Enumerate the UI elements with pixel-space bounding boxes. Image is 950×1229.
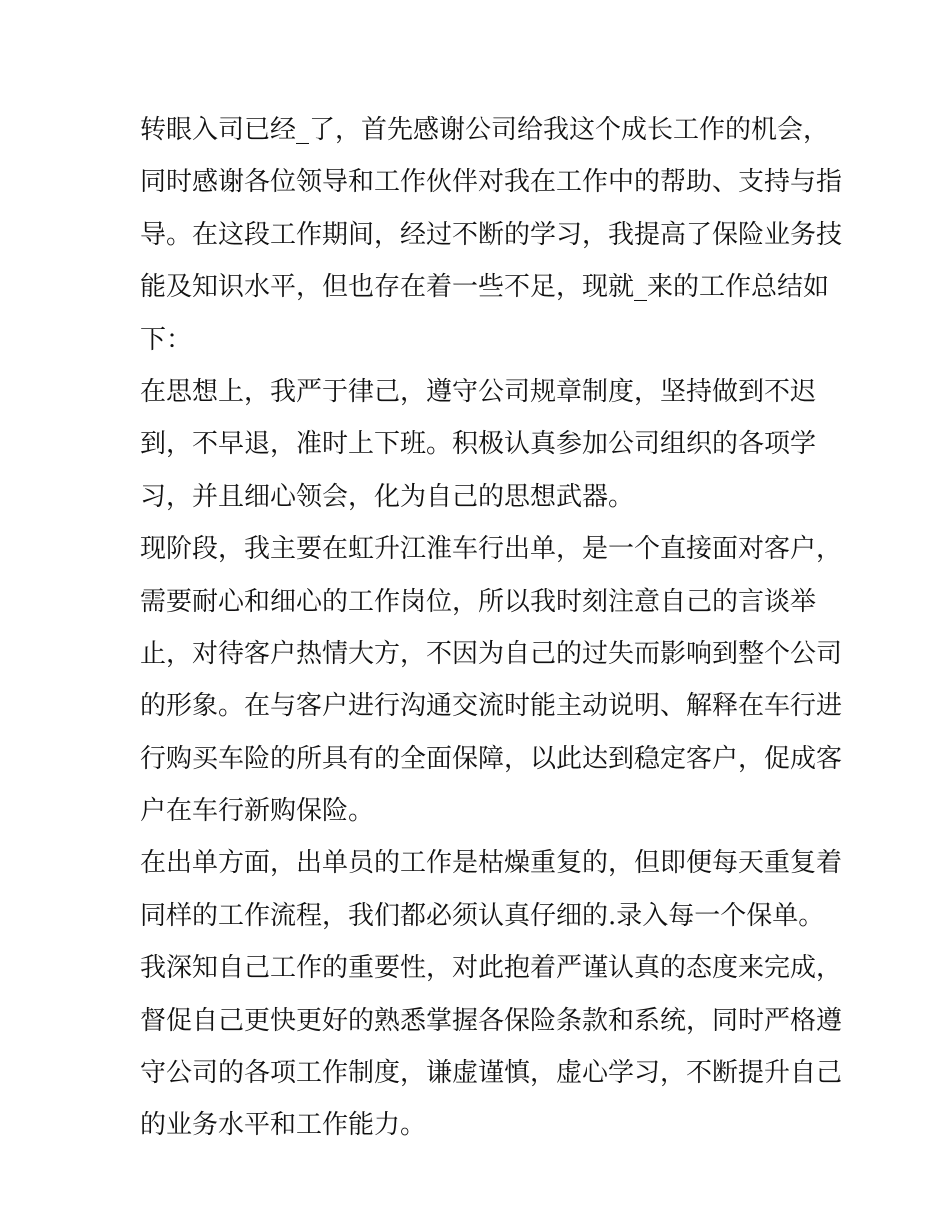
text-line: 督促自己更快更好的熟悉掌握各保险条款和系统，同时严格遵 (140, 1005, 843, 1036)
text-line: 行购买车险的所具有的全面保障，以此达到稳定客户，促成客 (140, 743, 843, 774)
text-line: 同时感谢各位领导和工作伙伴对我在工作中的帮助、支持与指 (140, 167, 843, 198)
text-line: 到，不早退，准时上下班。积极认真参加公司组织的各项学 (140, 429, 817, 460)
paragraph-current-stage (140, 523, 843, 837)
text-line: 导。在这段工作期间，经过不断的学习，我提高了保险业务技 (140, 219, 843, 250)
text-line: 习，并且细心领会，化为自己的思想武器。 (140, 481, 635, 512)
text-line: 现阶段，我主要在虹升江淮车行出单，是一个直接面对客户， (140, 534, 843, 565)
text-line: 的形象。在与客户进行沟通交流时能主动说明、解释在车行进 (140, 691, 843, 722)
text-line: 能及知识水平，但也存在着一些不足，现就_来的工作总结如 (140, 272, 830, 303)
paragraph-intro (140, 104, 843, 366)
text-line: 需要耐心和细心的工作岗位，所以我时刻注意自己的言谈举 (140, 586, 817, 617)
text-line: 的业务水平和工作能力。 (140, 1110, 427, 1141)
paragraph-issuing (140, 837, 843, 1151)
text-line: 我深知自己工作的重要性，对此抱着严谨认真的态度来完成， (140, 953, 843, 984)
text-line: 在思想上，我严于律己，遵守公司规章制度，坚持做到不迟 (140, 376, 817, 407)
text-line: 户在车行新购保险。 (140, 796, 375, 827)
text-line: 转眼入司已经_了，首先感谢公司给我这个成长工作的机会， (140, 115, 830, 145)
text-line: 同样的工作流程，我们都必须认真仔细的.录入每一个保单。 (140, 900, 825, 931)
text-line: 下： (140, 324, 193, 355)
text-line: 守公司的各项工作制度，谦虚谨慎，虚心学习，不断提升自己 (140, 1058, 843, 1089)
text-line: 止，对待客户热情大方，不因为自己的过失而影响到整个公司 (140, 638, 843, 669)
paragraph-thought (140, 366, 820, 523)
text-line: 在出单方面，出单员的工作是枯燥重复的，但即便每天重复着 (140, 848, 843, 879)
document-body (140, 104, 843, 1152)
